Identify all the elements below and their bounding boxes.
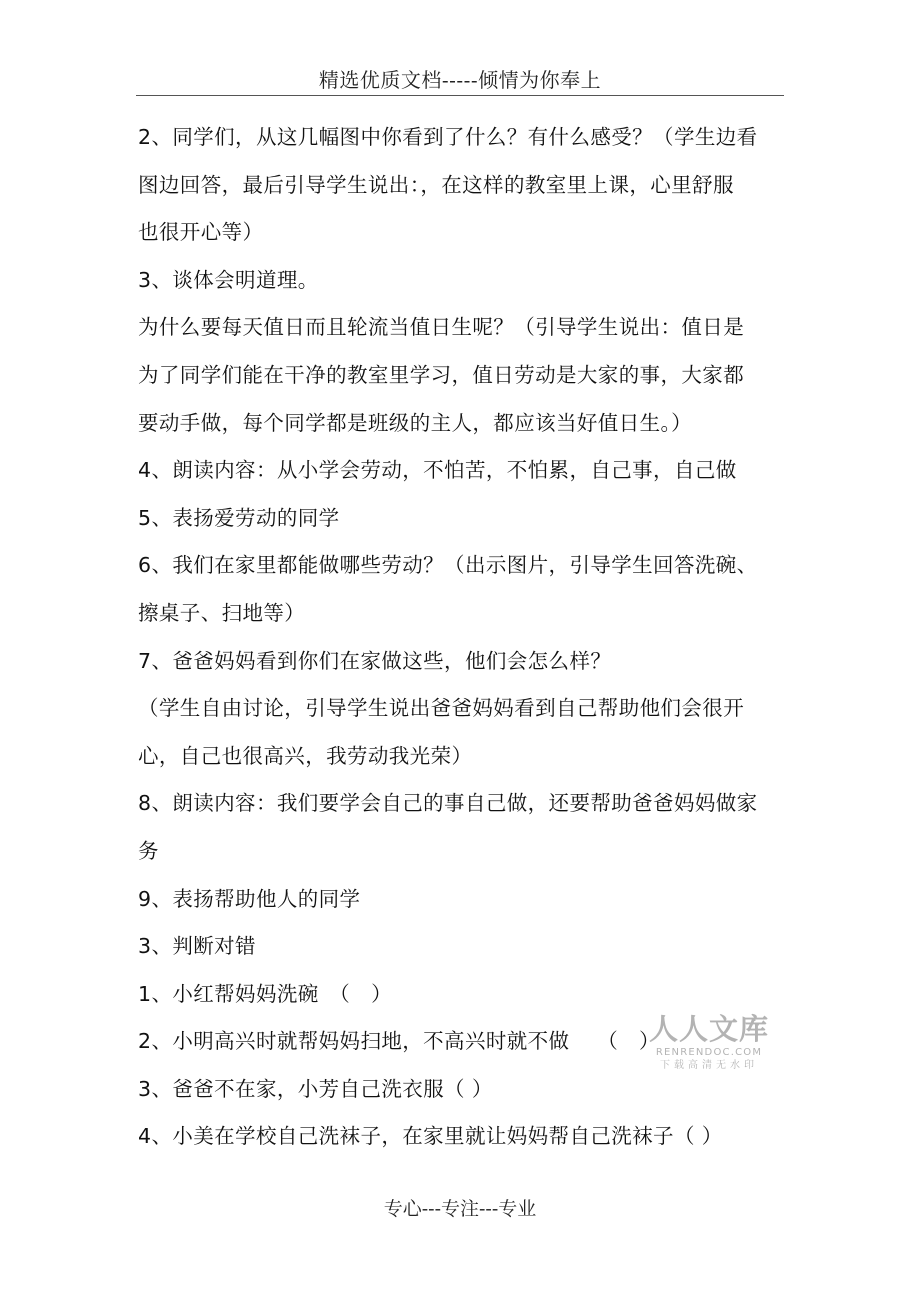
text-line: 心，自己也很高兴，我劳动我光荣）	[138, 743, 473, 768]
text-line: （学生自由讨论，引导学生说出爸爸妈妈看到自己帮助他们会很开	[138, 696, 745, 721]
page-footer: 专心---专注---专业	[383, 1198, 537, 1220]
text-line: 4、朗读内容：从小学会劳动，不怕苦，不怕累，自己事，自己做	[138, 458, 737, 483]
text-line: 9、表扬帮助他人的同学	[138, 886, 361, 911]
text-line: 3、爸爸不在家，小芳自己洗衣服（ ）	[138, 1076, 493, 1101]
watermark-name: 人人文库	[648, 1012, 769, 1046]
text-line: 为什么要每天值日而且轮流当值日生呢？（引导学生说出：值日是	[138, 315, 745, 340]
text-line: 为了同学们能在干净的教室里学习，值日劳动是大家的事，大家都	[138, 362, 745, 387]
text-line: 图边回答，最后引导学生说出：，在这样的教室里上课，心里舒服	[138, 172, 734, 197]
text-line: 也很开心等）	[138, 220, 264, 245]
text-line: 擦桌子、扫地等）	[138, 600, 306, 625]
text-line: 5、表扬爱劳动的同学	[138, 505, 340, 530]
text-line: 务	[138, 838, 159, 863]
watermark-logo	[646, 1012, 772, 1073]
text-line: 1、小红帮妈妈洗碗 （ ）	[138, 981, 392, 1006]
text-line: 7、爸爸妈妈看到你们在家做这些，他们会怎么样？	[138, 648, 612, 673]
text-line: 3、谈体会明道理。	[138, 267, 319, 292]
header-divider	[136, 95, 784, 96]
text-line: 3、判断对错	[138, 934, 256, 959]
page-header: 精选优质文档-----倾情为你奉上	[318, 68, 602, 92]
text-line: 2、小明高兴时就帮妈妈扫地，不高兴时就不做 （ ）	[138, 1029, 660, 1054]
document-body	[138, 118, 786, 1165]
watermark-domain: RENRENDOC.COM	[655, 1047, 763, 1058]
text-line: 要动手做，每个同学都是班级的主人，都应该当好值日生。）	[138, 410, 693, 435]
text-line: 2、同学们，从这几幅图中你看到了什么？有什么感受？（学生边看	[138, 125, 758, 149]
text-line: 8、朗读内容：我们要学会自己的事自己做，还要帮助爸爸妈妈做家	[138, 791, 758, 816]
text-line: 4、小美在学校自己洗袜子，在家里就让妈妈帮自己洗袜子（ ）	[138, 1124, 723, 1149]
watermark-tagline: 下载高清无水印	[660, 1060, 758, 1071]
text-line: 6、我们在家里都能做哪些劳动？（出示图片，引导学生回答洗碗、	[138, 553, 758, 578]
